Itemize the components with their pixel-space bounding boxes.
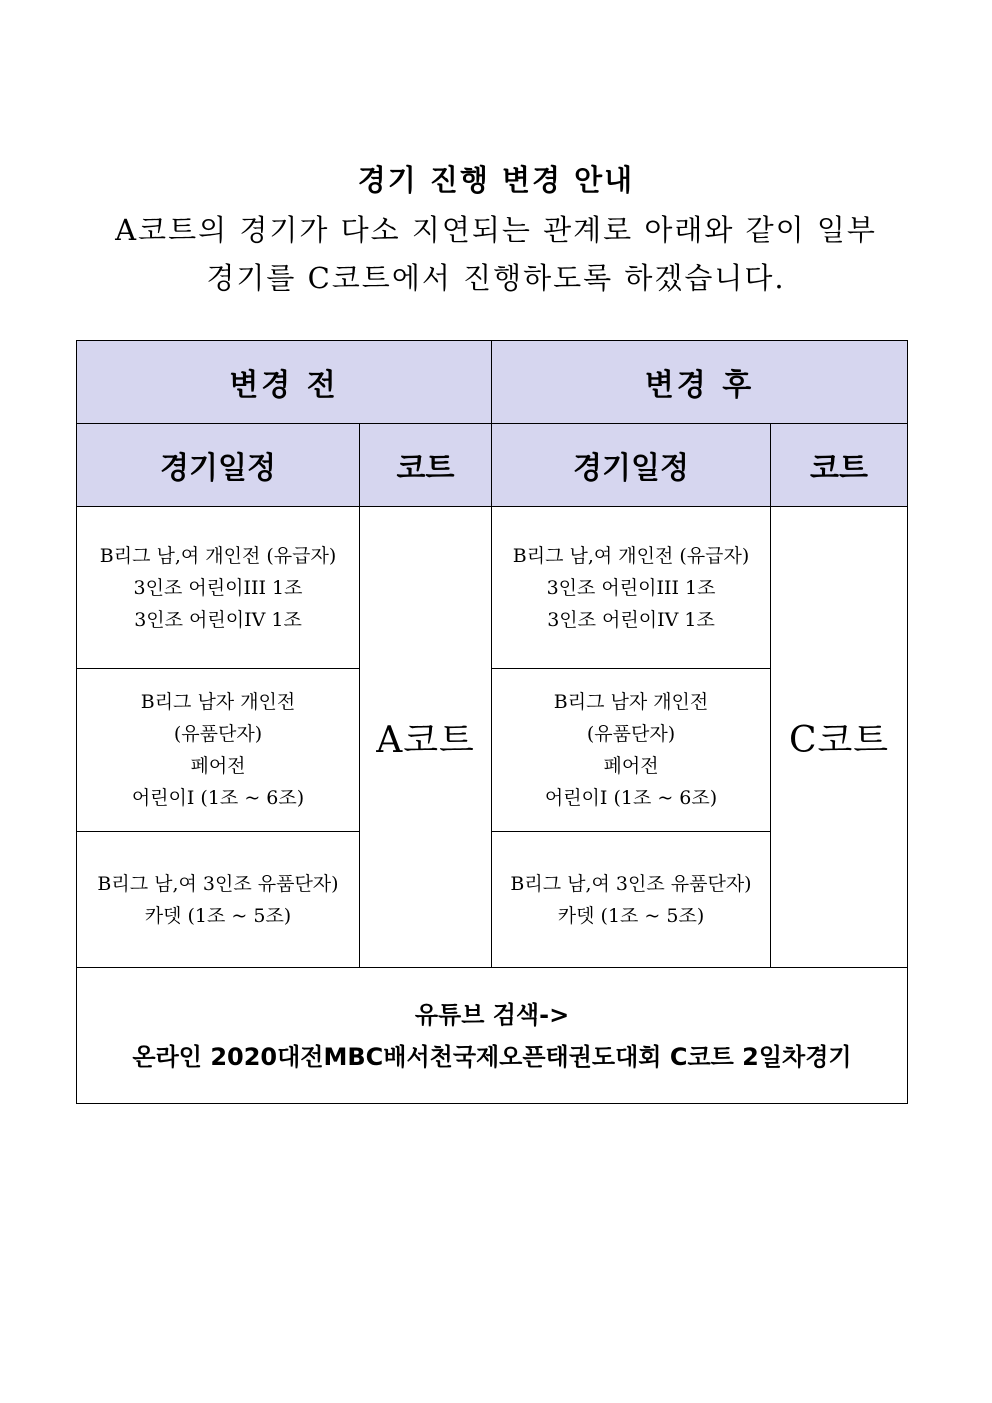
before-court-header: 코트 (360, 424, 492, 507)
notice-subtitle-line1: A코트의 경기가 다소 지연되는 관계로 아래와 같이 일부 (115, 213, 877, 247)
before-court-value: A코트 (360, 507, 492, 968)
after-schedule-row-2: B리그 남자 개인전 (유품단자) 페어전 어린이I (1조 ~ 6조) (492, 669, 771, 832)
after-schedule-row-3: B리그 남,여 3인조 유품단자) 카뎃 (1조 ~ 5조) (492, 832, 771, 968)
before-schedule-header: 경기일정 (77, 424, 360, 507)
youtube-search-label: 유튜브 검색-> (414, 1000, 570, 1029)
after-change-header: 변경 후 (492, 341, 908, 424)
youtube-search-query: 온라인 2020대전MBC배서천국제오픈태권도대회 C코트 2일차경기 (132, 1042, 852, 1071)
after-schedule-row-1: B리그 남,여 개인전 (유급자) 3인조 어린이III 1조 3인조 어린이IV 1조 (492, 507, 771, 669)
schedule-change-table (76, 340, 908, 1104)
before-schedule-row-3: B리그 남,여 3인조 유품단자) 카뎃 (1조 ~ 5조) (77, 832, 360, 968)
before-schedule-row-2: B리그 남자 개인전 (유품단자) 페어전 어린이I (1조 ~ 6조) (77, 669, 360, 832)
notice-subtitle-line2: 경기를 C코트에서 진행하도록 하겠습니다. (206, 261, 786, 295)
after-schedule-header: 경기일정 (492, 424, 771, 507)
before-change-header: 변경 전 (77, 341, 492, 424)
after-court-header: 코트 (771, 424, 908, 507)
before-schedule-row-1: B리그 남,여 개인전 (유급자) 3인조 어린이III 1조 3인조 어린이IV 1조 (77, 507, 360, 669)
notice-title: 경기 진행 변경 안내 (357, 163, 635, 197)
after-court-value: C코트 (771, 507, 908, 968)
youtube-search-notice (77, 968, 908, 1104)
